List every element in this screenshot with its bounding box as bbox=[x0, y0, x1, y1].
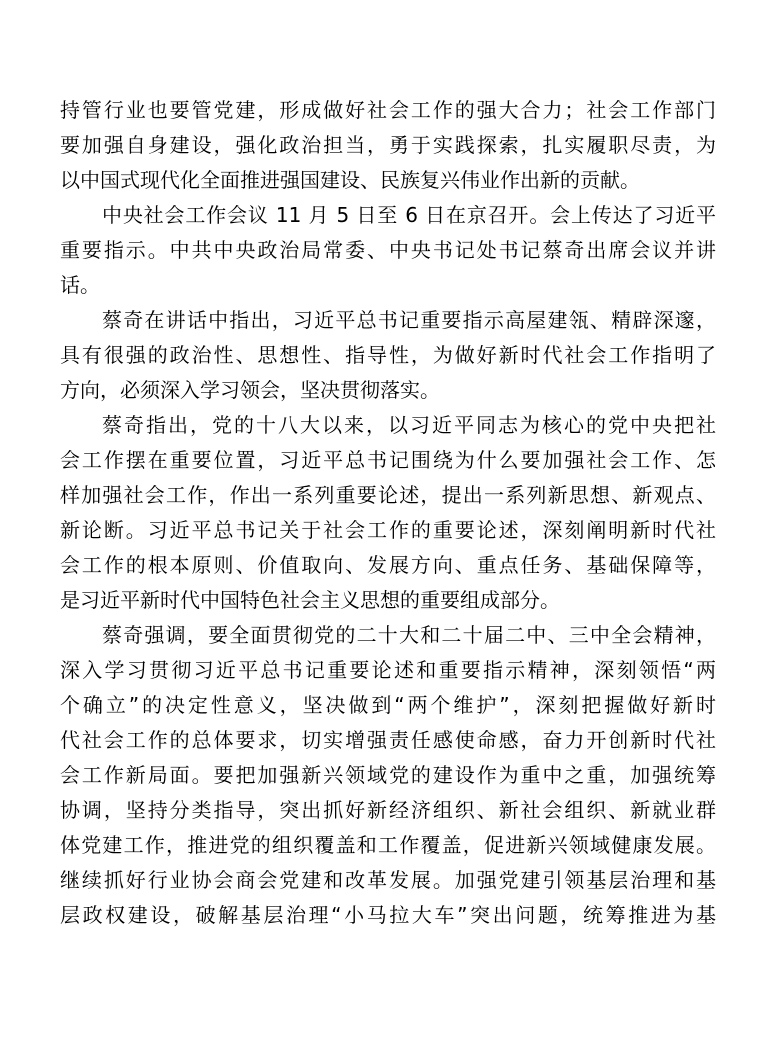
paragraph-line: 持管行业也要管党建，形成做好社会工作的强大合力；社会工作部门 bbox=[60, 98, 716, 122]
paragraph bbox=[60, 618, 716, 933]
paragraph-line: 体党建工作，推进党的组织覆盖和工作覆盖，促进新兴领域健康发展。 bbox=[60, 833, 716, 857]
paragraph bbox=[60, 408, 716, 618]
document-body bbox=[60, 93, 716, 933]
paragraph-line: 蔡奇在讲话中指出，习近平总书记重要指示高屋建瓴、精辟深邃， bbox=[102, 308, 716, 332]
paragraph bbox=[60, 198, 716, 303]
paragraph-line: 以中国式现代化全面推进强国建设、民族复兴伟业作出新的贡献。 bbox=[60, 168, 640, 192]
paragraph-line: 中央社会工作会议 11 月 5 日至 6 日在京召开。会上传达了习近平 bbox=[102, 203, 716, 227]
paragraph-line: 话。 bbox=[60, 273, 100, 297]
paragraph-line: 新论断。习近平总书记关于社会工作的重要论述，深刻阐明新时代社 bbox=[60, 518, 716, 542]
paragraph-line: 协调，坚持分类指导，突出抓好新经济组织、新社会组织、新就业群 bbox=[60, 798, 716, 822]
paragraph-line: 具有很强的政治性、思想性、指导性，为做好新时代社会工作指明了 bbox=[60, 343, 716, 367]
paragraph-line: 会工作新局面。要把加强新兴领域党的建设作为重中之重，加强统筹 bbox=[60, 763, 716, 787]
paragraph-line: 是习近平新时代中国特色社会主义思想的重要组成部分。 bbox=[60, 588, 560, 612]
paragraph-line: 样加强社会工作，作出一系列重要论述，提出一系列新思想、新观点、 bbox=[60, 483, 716, 507]
paragraph-line: 方向，必须深入学习领会，坚决贯彻落实。 bbox=[60, 378, 440, 402]
paragraph-line: 深入学习贯彻习近平总书记重要论述和重要指示精神，深刻领悟“两 bbox=[60, 658, 716, 682]
paragraph-line: 个确立”的决定性意义，坚决做到“两个维护”，深刻把握做好新时 bbox=[60, 693, 716, 717]
paragraph-line: 继续抓好行业协会商会党建和改革发展。加强党建引领基层治理和基 bbox=[60, 868, 716, 892]
paragraph-line: 会工作摆在重要位置，习近平总书记围绕为什么要加强社会工作、怎 bbox=[60, 448, 716, 472]
paragraph-line: 蔡奇指出，党的十八大以来，以习近平同志为核心的党中央把社 bbox=[102, 413, 716, 437]
paragraph bbox=[60, 93, 716, 198]
paragraph-line: 代社会工作的总体要求，切实增强责任感使命感，奋力开创新时代社 bbox=[60, 728, 716, 752]
paragraph-line: 要加强自身建设，强化政治担当，勇于实践探索，扎实履职尽责，为 bbox=[60, 133, 716, 157]
paragraph-line: 蔡奇强调，要全面贯彻党的二十大和二十届二中、三中全会精神， bbox=[102, 623, 716, 647]
paragraph-line: 会工作的根本原则、价值取向、发展方向、重点任务、基础保障等， bbox=[60, 553, 716, 577]
paragraph-line: 层政权建设，破解基层治理“小马拉大车”突出问题，统筹推进为基 bbox=[60, 903, 716, 927]
paragraph bbox=[60, 303, 716, 408]
paragraph-line: 重要指示。中共中央政治局常委、中央书记处书记蔡奇出席会议并讲 bbox=[60, 238, 716, 262]
